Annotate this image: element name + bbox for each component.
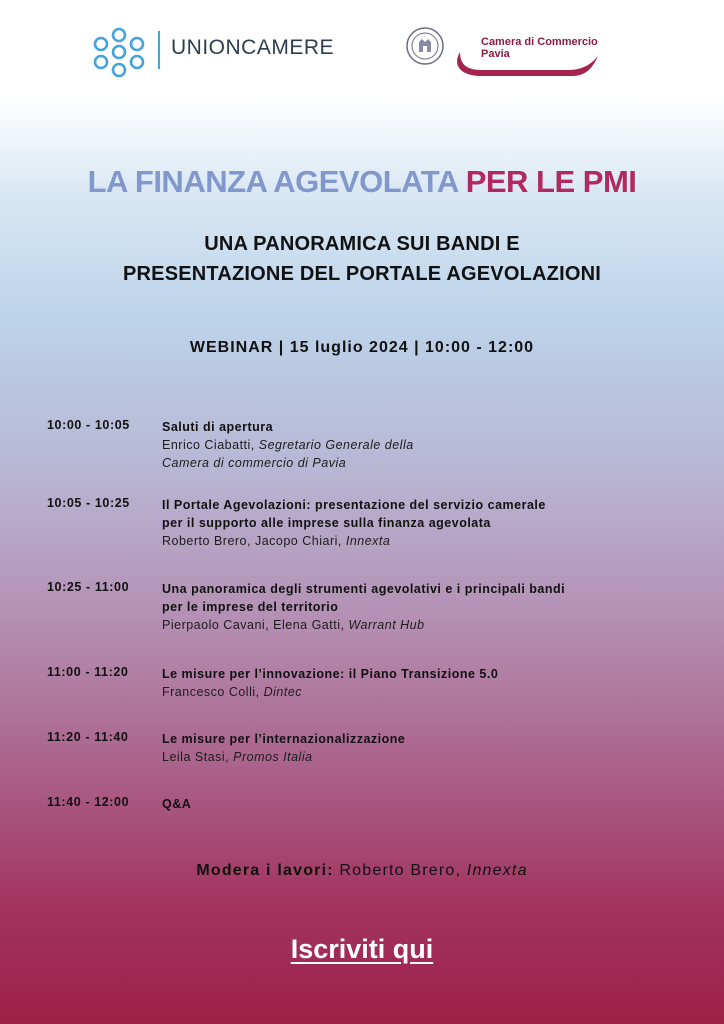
agenda-topic-line: Una panoramica degli strumenti agevolativi e i principali bandi <box>162 582 566 596</box>
agenda-speaker-cont <box>162 454 702 472</box>
header-bar <box>0 0 724 98</box>
moderator-line <box>0 862 724 880</box>
agenda-speaker <box>162 436 702 454</box>
speaker-name: Francesco Colli, <box>162 685 264 699</box>
agenda-speaker <box>162 683 702 701</box>
agenda-time: 11:00 - 11:20 <box>47 665 129 679</box>
speaker-name: Pierpaolo Cavani, Elena Gatti, <box>162 618 349 632</box>
speaker-name: Enrico Ciabatti, <box>162 438 259 452</box>
agenda-time: 11:40 - 12:00 <box>47 795 130 809</box>
unioncamere-wordmark: UNIONCAMERE <box>171 36 335 59</box>
title-part1: LA FINANZA AGEVOLATA <box>87 164 466 199</box>
speaker-role-cont: Camera di commercio di Pavia <box>162 456 347 470</box>
agenda-topic <box>162 496 702 550</box>
agenda-topic-line: Q&A <box>162 797 192 811</box>
page-title <box>0 164 724 200</box>
agenda-topic-line: Il Portale Agevolazioni: presentazione del servizio camerale <box>162 498 546 512</box>
chamber-name-line2: Pavia <box>481 48 510 60</box>
agenda-speaker <box>162 616 702 634</box>
chamber-name-line1: Camera di Commercio <box>481 36 598 48</box>
agenda-topic-line: Saluti di apertura <box>162 420 274 434</box>
agenda-topic <box>162 580 702 634</box>
agenda-topic <box>162 665 702 701</box>
unioncamere-logo-icon <box>92 26 146 78</box>
title-part2: PER LE PMI <box>465 164 637 199</box>
page-subtitle <box>0 229 724 289</box>
agenda-topic <box>162 418 702 472</box>
agenda-topic-line: per le imprese del territorio <box>162 600 339 614</box>
cta-container <box>0 934 724 965</box>
moderator-label: Modera i lavori: <box>196 862 334 879</box>
agenda-time: 10:00 - 10:05 <box>47 418 130 432</box>
subtitle-line1: UNA PANORAMICA SUI BANDI E <box>204 233 520 255</box>
agenda-speaker <box>162 748 702 766</box>
agenda-topic-line: Le misure per l’internazionalizzazione <box>162 732 406 746</box>
speaker-role: Warrant Hub <box>348 618 425 632</box>
speaker-name: Roberto Brero, Jacopo Chiari, <box>162 534 346 548</box>
agenda-speaker <box>162 532 702 550</box>
agenda-topic <box>162 795 702 813</box>
speaker-role: Dintec <box>263 685 303 699</box>
moderator-name: Roberto Brero, <box>333 862 467 879</box>
register-link[interactable]: Iscriviti qui <box>290 934 434 964</box>
speaker-role: Promos Italia <box>233 750 313 764</box>
agenda-time: 11:20 - 11:40 <box>47 730 129 744</box>
agenda-topic <box>162 730 702 766</box>
agenda-topic-line: Le misure per l’innovazione: il Piano Transizione 5.0 <box>162 667 499 681</box>
subtitle-line2: PRESENTAZIONE DEL PORTALE AGEVOLAZIONI <box>122 263 601 285</box>
logo-divider <box>158 31 160 69</box>
speaker-name: Leila Stasi, <box>162 750 234 764</box>
agenda-time: 10:25 - 11:00 <box>47 580 130 594</box>
moderator-org: Innexta <box>466 862 528 879</box>
agenda-time: 10:05 - 10:25 <box>47 496 130 510</box>
chamber-seal-icon <box>405 26 445 66</box>
speaker-role: Innexta <box>345 534 391 548</box>
speaker-role: Segretario Generale della <box>258 438 414 452</box>
agenda-topic-line: per il supporto alle imprese sulla finanza agevolata <box>162 516 491 530</box>
event-info: WEBINAR | 15 luglio 2024 | 10:00 - 12:00 <box>189 339 535 356</box>
chamber-swoosh-icon <box>452 48 600 82</box>
